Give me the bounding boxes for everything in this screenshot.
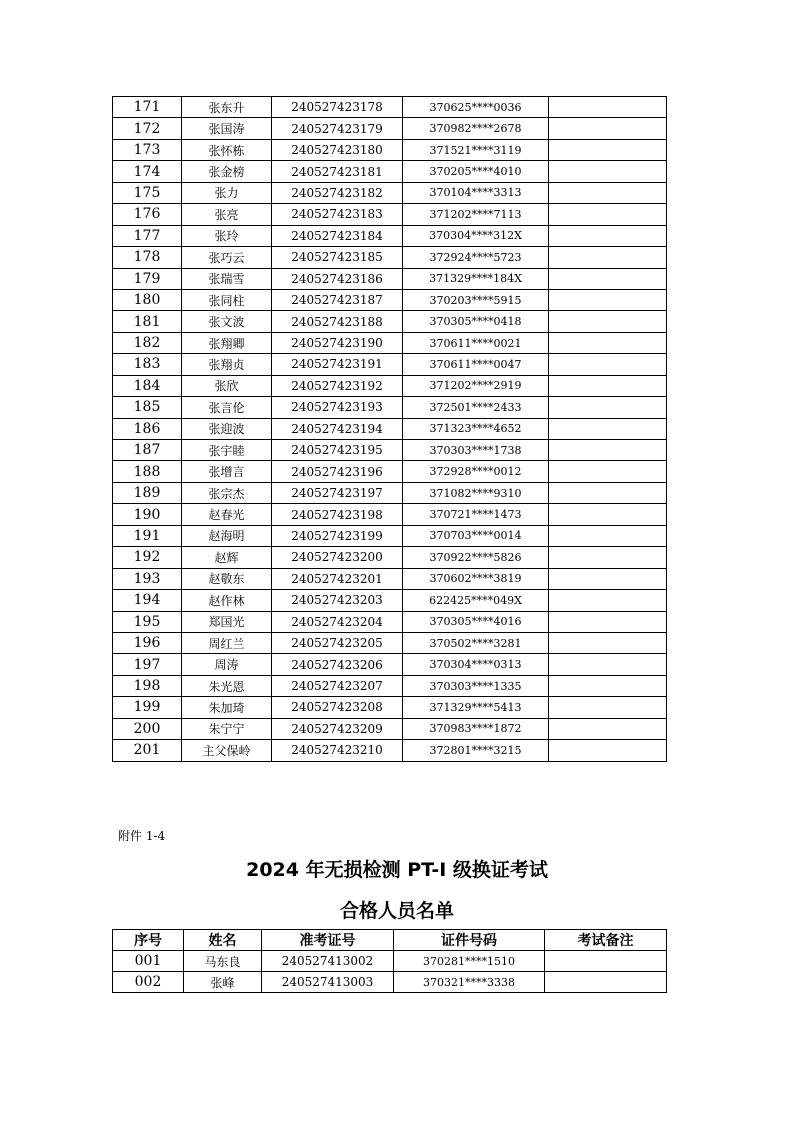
table-row xyxy=(113,654,667,675)
table-row xyxy=(113,568,667,589)
table-row xyxy=(113,204,667,225)
cell-exam-number: 240527423196 xyxy=(272,461,403,482)
cell-name: 张东升 xyxy=(182,97,272,118)
cell-exam-number: 240527423197 xyxy=(272,482,403,503)
cell-exam-number: 240527423182 xyxy=(272,182,403,203)
cell-name: 张言伦 xyxy=(182,397,272,418)
cell-exam-number: 240527423190 xyxy=(272,332,403,353)
cell-id-number: 371082****9310 xyxy=(403,482,549,503)
cell-seq: 177 xyxy=(113,225,182,246)
cell-remarks xyxy=(549,611,667,632)
qualified-list-table xyxy=(112,929,667,993)
cell-seq: 180 xyxy=(113,289,182,310)
cell-seq: 200 xyxy=(113,718,182,739)
cell-id-number: 622425****049X xyxy=(403,590,549,611)
cell-seq: 172 xyxy=(113,118,182,139)
cell-name: 周涛 xyxy=(182,654,272,675)
cell-id-number: 370203****5915 xyxy=(403,289,549,310)
cell-exam-number: 240527423206 xyxy=(272,654,403,675)
cell-name: 朱宁宁 xyxy=(182,718,272,739)
cell-exam-number: 240527423201 xyxy=(272,568,403,589)
cell-name: 赵海明 xyxy=(182,525,272,546)
cell-remarks xyxy=(549,697,667,718)
cell-seq: 185 xyxy=(113,397,182,418)
table-row xyxy=(113,697,667,718)
cell-remarks xyxy=(549,354,667,375)
cell-seq: 178 xyxy=(113,247,182,268)
cell-seq: 198 xyxy=(113,675,182,696)
cell-seq: 182 xyxy=(113,332,182,353)
cell-remarks xyxy=(549,161,667,182)
cell-exam-number: 240527423200 xyxy=(272,547,403,568)
cell-name: 张欣 xyxy=(182,375,272,396)
cell-seq: 179 xyxy=(113,268,182,289)
cell-exam-number: 240527423204 xyxy=(272,611,403,632)
cell-remarks xyxy=(549,118,667,139)
table-row xyxy=(113,418,667,439)
cell-id-number: 371202****2919 xyxy=(403,375,549,396)
table-row xyxy=(113,675,667,696)
header-remarks: 考试备注 xyxy=(545,930,667,951)
cell-seq: 194 xyxy=(113,590,182,611)
table-header-row xyxy=(113,930,667,951)
table-row xyxy=(113,268,667,289)
cell-exam-number: 240527423208 xyxy=(272,697,403,718)
table-row xyxy=(113,632,667,653)
cell-exam-number: 240527423186 xyxy=(272,268,403,289)
table-row xyxy=(113,951,667,972)
cell-remarks xyxy=(549,418,667,439)
cell-seq: 001 xyxy=(113,951,184,972)
table-row xyxy=(113,525,667,546)
cell-name: 赵作林 xyxy=(182,590,272,611)
cell-remarks xyxy=(549,311,667,332)
cell-remarks xyxy=(545,972,667,993)
table-row xyxy=(113,182,667,203)
qualified-table-body xyxy=(113,951,667,993)
cell-name: 张巧云 xyxy=(182,247,272,268)
cell-id-number: 371323****4652 xyxy=(403,418,549,439)
cell-exam-number: 240527423178 xyxy=(272,97,403,118)
table-row xyxy=(113,397,667,418)
cell-exam-number: 240527423187 xyxy=(272,289,403,310)
cell-seq: 199 xyxy=(113,697,182,718)
cell-id-number: 372801****3215 xyxy=(403,740,549,761)
cell-remarks xyxy=(549,654,667,675)
document-title: 2024 年无损检测 PT-I 级换证考试 xyxy=(246,859,548,881)
cell-remarks xyxy=(549,97,667,118)
cell-seq: 189 xyxy=(113,482,182,503)
cell-id-number: 370602****3819 xyxy=(403,568,549,589)
cell-remarks xyxy=(549,139,667,160)
cell-name: 朱光恩 xyxy=(182,675,272,696)
cell-id-number: 372928****0012 xyxy=(403,461,549,482)
cell-exam-number: 240527423209 xyxy=(272,718,403,739)
cell-remarks xyxy=(549,268,667,289)
cell-name: 张宗杰 xyxy=(182,482,272,503)
cell-exam-number: 240527423192 xyxy=(272,375,403,396)
cell-remarks xyxy=(549,289,667,310)
cell-remarks xyxy=(549,397,667,418)
cell-name: 张翔贞 xyxy=(182,354,272,375)
cell-seq: 192 xyxy=(113,547,182,568)
cell-exam-number: 240527423203 xyxy=(272,590,403,611)
cell-id-number: 370703****0014 xyxy=(403,525,549,546)
cell-exam-number: 240527423181 xyxy=(272,161,403,182)
cell-remarks xyxy=(549,182,667,203)
cell-remarks xyxy=(545,951,667,972)
table-row xyxy=(113,611,667,632)
cell-seq: 183 xyxy=(113,354,182,375)
cell-exam-number: 240527413003 xyxy=(262,972,394,993)
cell-exam-number: 240527423207 xyxy=(272,675,403,696)
cell-remarks xyxy=(549,332,667,353)
cell-name: 主父保岭 xyxy=(182,740,272,761)
cell-seq: 190 xyxy=(113,504,182,525)
cell-exam-number: 240527423194 xyxy=(272,418,403,439)
cell-exam-number: 240527423191 xyxy=(272,354,403,375)
cell-remarks xyxy=(549,632,667,653)
cell-name: 张宇睦 xyxy=(182,440,272,461)
cell-remarks xyxy=(549,461,667,482)
cell-name: 张怀栋 xyxy=(182,139,272,160)
cell-id-number: 370611****0047 xyxy=(403,354,549,375)
cell-seq: 195 xyxy=(113,611,182,632)
cell-exam-number: 240527423180 xyxy=(272,139,403,160)
cell-id-number: 371329****184X xyxy=(403,268,549,289)
cell-name: 张峰 xyxy=(184,972,262,993)
cell-exam-number: 240527423210 xyxy=(272,740,403,761)
cell-id-number: 370305****0418 xyxy=(403,311,549,332)
cell-exam-number: 240527423195 xyxy=(272,440,403,461)
cell-remarks xyxy=(549,482,667,503)
header-name: 姓名 xyxy=(184,930,262,951)
table-row xyxy=(113,590,667,611)
cell-id-number: 372924****5723 xyxy=(403,247,549,268)
table-row xyxy=(113,504,667,525)
cell-seq: 196 xyxy=(113,632,182,653)
cell-id-number: 370305****4016 xyxy=(403,611,549,632)
cell-remarks xyxy=(549,375,667,396)
cell-id-number: 370303****1335 xyxy=(403,675,549,696)
cell-id-number: 370321****3338 xyxy=(394,972,545,993)
cell-seq: 175 xyxy=(113,182,182,203)
table-row xyxy=(113,139,667,160)
header-exam-number: 准考证号 xyxy=(262,930,394,951)
table-row xyxy=(113,482,667,503)
cell-seq: 184 xyxy=(113,375,182,396)
cell-id-number: 371202****7113 xyxy=(403,204,549,225)
cell-seq: 171 xyxy=(113,97,182,118)
cell-name: 赵辉 xyxy=(182,547,272,568)
table-row xyxy=(113,332,667,353)
header-seq: 序号 xyxy=(113,930,184,951)
cell-seq: 173 xyxy=(113,139,182,160)
table-row xyxy=(113,375,667,396)
cell-seq: 201 xyxy=(113,740,182,761)
header-id-number: 证件号码 xyxy=(394,930,545,951)
cell-name: 赵敬东 xyxy=(182,568,272,589)
cell-id-number: 372501****2433 xyxy=(403,397,549,418)
document-subtitle: 合格人员名单 xyxy=(339,900,454,922)
cell-name: 张同柱 xyxy=(182,289,272,310)
table-row xyxy=(113,97,667,118)
cell-seq: 176 xyxy=(113,204,182,225)
cell-id-number: 371329****5413 xyxy=(403,697,549,718)
cell-id-number: 370304****312X xyxy=(403,225,549,246)
cell-exam-number: 240527413002 xyxy=(262,951,394,972)
cell-name: 张翔卿 xyxy=(182,332,272,353)
cell-remarks xyxy=(549,547,667,568)
cell-id-number: 370104****3313 xyxy=(403,182,549,203)
table-row xyxy=(113,161,667,182)
cell-remarks xyxy=(549,440,667,461)
cell-name: 张瑞雪 xyxy=(182,268,272,289)
cell-id-number: 370303****1738 xyxy=(403,440,549,461)
table-row xyxy=(113,972,667,993)
attachment-label: 附件 1-4 xyxy=(118,829,166,843)
cell-seq: 181 xyxy=(113,311,182,332)
cell-name: 赵春光 xyxy=(182,504,272,525)
table-row xyxy=(113,740,667,761)
cell-id-number: 370304****0313 xyxy=(403,654,549,675)
cell-exam-number: 240527423205 xyxy=(272,632,403,653)
cell-remarks xyxy=(549,225,667,246)
cell-name: 张国涛 xyxy=(182,118,272,139)
roster-table-continued xyxy=(112,96,667,762)
cell-id-number: 370205****4010 xyxy=(403,161,549,182)
cell-name: 张玲 xyxy=(182,225,272,246)
cell-remarks xyxy=(549,504,667,525)
cell-name: 张增言 xyxy=(182,461,272,482)
cell-id-number: 370983****1872 xyxy=(403,718,549,739)
cell-exam-number: 240527423193 xyxy=(272,397,403,418)
cell-remarks xyxy=(549,718,667,739)
cell-name: 郑国光 xyxy=(182,611,272,632)
cell-remarks xyxy=(549,204,667,225)
cell-seq: 187 xyxy=(113,440,182,461)
cell-id-number: 370625****0036 xyxy=(403,97,549,118)
cell-remarks xyxy=(549,525,667,546)
table-row xyxy=(113,225,667,246)
cell-id-number: 370922****5826 xyxy=(403,547,549,568)
cell-remarks xyxy=(549,247,667,268)
table-row xyxy=(113,718,667,739)
cell-id-number: 371521****3119 xyxy=(403,139,549,160)
cell-name: 朱加琦 xyxy=(182,697,272,718)
cell-id-number: 370281****1510 xyxy=(394,951,545,972)
table-row xyxy=(113,440,667,461)
cell-seq: 186 xyxy=(113,418,182,439)
cell-exam-number: 240527423183 xyxy=(272,204,403,225)
cell-name: 张亮 xyxy=(182,204,272,225)
cell-id-number: 370721****1473 xyxy=(403,504,549,525)
cell-exam-number: 240527423179 xyxy=(272,118,403,139)
cell-name: 张文波 xyxy=(182,311,272,332)
cell-id-number: 370502****3281 xyxy=(403,632,549,653)
cell-exam-number: 240527423199 xyxy=(272,525,403,546)
cell-id-number: 370611****0021 xyxy=(403,332,549,353)
cell-seq: 174 xyxy=(113,161,182,182)
table-row xyxy=(113,289,667,310)
cell-seq: 191 xyxy=(113,525,182,546)
cell-name: 张迎波 xyxy=(182,418,272,439)
cell-remarks xyxy=(549,590,667,611)
cell-remarks xyxy=(549,740,667,761)
table-row xyxy=(113,547,667,568)
table-row xyxy=(113,247,667,268)
cell-exam-number: 240527423185 xyxy=(272,247,403,268)
cell-name: 张金榜 xyxy=(182,161,272,182)
cell-seq: 188 xyxy=(113,461,182,482)
cell-name: 张力 xyxy=(182,182,272,203)
cell-name: 周红兰 xyxy=(182,632,272,653)
cell-name: 马东良 xyxy=(184,951,262,972)
cell-exam-number: 240527423184 xyxy=(272,225,403,246)
cell-exam-number: 240527423188 xyxy=(272,311,403,332)
cell-remarks xyxy=(549,675,667,696)
cell-seq: 197 xyxy=(113,654,182,675)
cell-remarks xyxy=(549,568,667,589)
cell-exam-number: 240527423198 xyxy=(272,504,403,525)
cell-seq: 193 xyxy=(113,568,182,589)
table-row xyxy=(113,118,667,139)
cell-seq: 002 xyxy=(113,972,184,993)
table-row xyxy=(113,311,667,332)
table-row xyxy=(113,461,667,482)
roster-table-body xyxy=(113,97,667,762)
table-row xyxy=(113,354,667,375)
cell-id-number: 370982****2678 xyxy=(403,118,549,139)
